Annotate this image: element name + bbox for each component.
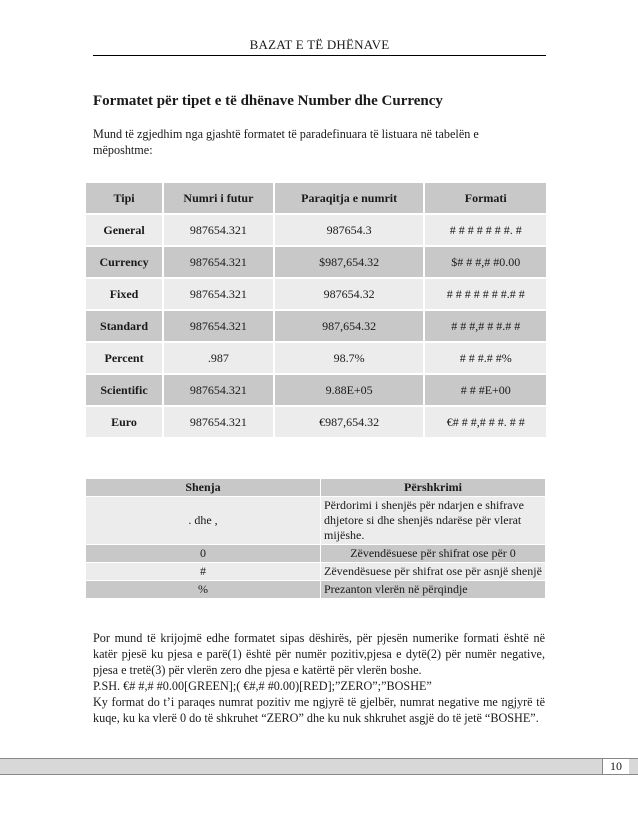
- cell-format: # # #.# #%: [424, 342, 546, 374]
- cell-format: €# # #,# # #. # #: [424, 406, 546, 438]
- intro-paragraph: Mund të zgjedhim nga gjashtë formatet të paradefinuara të listuara në tabelën e mëposhtme:: [93, 127, 479, 157]
- cell-type: Scientific: [86, 374, 163, 406]
- cell-display: 987654.3: [274, 214, 425, 246]
- cell-input: 987654.321: [163, 278, 274, 310]
- cell-input: 987654.321: [163, 374, 274, 406]
- table-row: [86, 581, 546, 599]
- footer-bar: [0, 758, 638, 775]
- running-header: BAZAT E TË DHËNAVE: [93, 37, 546, 56]
- table-row: [86, 310, 546, 342]
- cell-input: 987654.321: [163, 214, 274, 246]
- cell-type: Percent: [86, 342, 163, 374]
- page-number: 10: [602, 759, 629, 774]
- cell-display: $987,654.32: [274, 246, 425, 278]
- cell-format: # # # # # # #.# #: [424, 278, 546, 310]
- column-header: Formati: [424, 183, 546, 214]
- cell-format: # # #E+00: [424, 374, 546, 406]
- cell-symbol: %: [86, 581, 321, 599]
- column-header: Përshkrimi: [321, 479, 546, 497]
- paragraph: Por mund të krijojmë edhe formatet sipas dëshirës, për pjesën numerike formati është në katër pjesë ku pjesa e parë(1) është për numër pozitiv,pjesa e dytë(2) për numër negative, pjesa e tretë(3) për vlerën zero dhe pjesa e katërtë për vlerën boshe.: [93, 631, 545, 677]
- column-header: Numri i futur: [163, 183, 274, 214]
- cell-description: Prezanton vlerën në përqindje: [321, 581, 546, 599]
- cell-description: Zëvendësuese për shifrat ose për asnjë shenjë: [321, 563, 546, 581]
- cell-type: General: [86, 214, 163, 246]
- cell-description: Zëvendësuese për shifrat ose për 0: [321, 545, 546, 563]
- cell-type: Euro: [86, 406, 163, 438]
- body-text: [93, 630, 545, 726]
- cell-display: 987654.32: [274, 278, 425, 310]
- cell-format: # # #,# # #.# #: [424, 310, 546, 342]
- table-row: [86, 214, 546, 246]
- table-row: [86, 246, 546, 278]
- cell-format: $# # #,# #0.00: [424, 246, 546, 278]
- cell-input: 987654.321: [163, 310, 274, 342]
- column-header: Shenja: [86, 479, 321, 497]
- formats-table: [86, 183, 546, 439]
- cell-symbol: . dhe ,: [86, 497, 321, 545]
- cell-display: €987,654.32: [274, 406, 425, 438]
- table-header-row: [86, 479, 546, 497]
- table-row: [86, 563, 546, 581]
- column-header: Tipi: [86, 183, 163, 214]
- table-row: [86, 374, 546, 406]
- cell-symbol: 0: [86, 545, 321, 563]
- table-header-row: [86, 183, 546, 214]
- table-row: [86, 545, 546, 563]
- column-header: Paraqitja e numrit: [274, 183, 425, 214]
- cell-display: 9.88E+05: [274, 374, 425, 406]
- cell-type: Currency: [86, 246, 163, 278]
- cell-input: .987: [163, 342, 274, 374]
- cell-type: Standard: [86, 310, 163, 342]
- table-row: [86, 406, 546, 438]
- cell-description: Përdorimi i shenjës për ndarjen e shifrave dhjetore si dhe shenjës ndarëse për vlerat mijëshe.: [321, 497, 546, 545]
- symbols-table: [86, 479, 546, 599]
- cell-type: Fixed: [86, 278, 163, 310]
- table-row: [86, 278, 546, 310]
- paragraph: Ky format do t’i paraqes numrat pozitiv me ngjyrë të gjelbër, numrat negative me ngjyrë të kuqe, ku ka vlerë 0 do të shkruhet “ZERO” dhe ku nuk shkruhet asgjë do të jetë “BOSHE”.: [93, 695, 545, 725]
- cell-display: 98.7%: [274, 342, 425, 374]
- cell-symbol: #: [86, 563, 321, 581]
- cell-display: 987,654.32: [274, 310, 425, 342]
- section-title: Formatet për tipet e të dhënave Number dhe Currency: [93, 93, 443, 109]
- table-row: [86, 497, 546, 545]
- cell-format: # # # # # # #. #: [424, 214, 546, 246]
- cell-input: 987654.321: [163, 406, 274, 438]
- cell-input: 987654.321: [163, 246, 274, 278]
- table-row: [86, 342, 546, 374]
- example-line: P.SH. €# #,# #0.00[GREEN];( €#,# #0.00)[RED];”ZERO”;”BOSHE”: [93, 679, 432, 693]
